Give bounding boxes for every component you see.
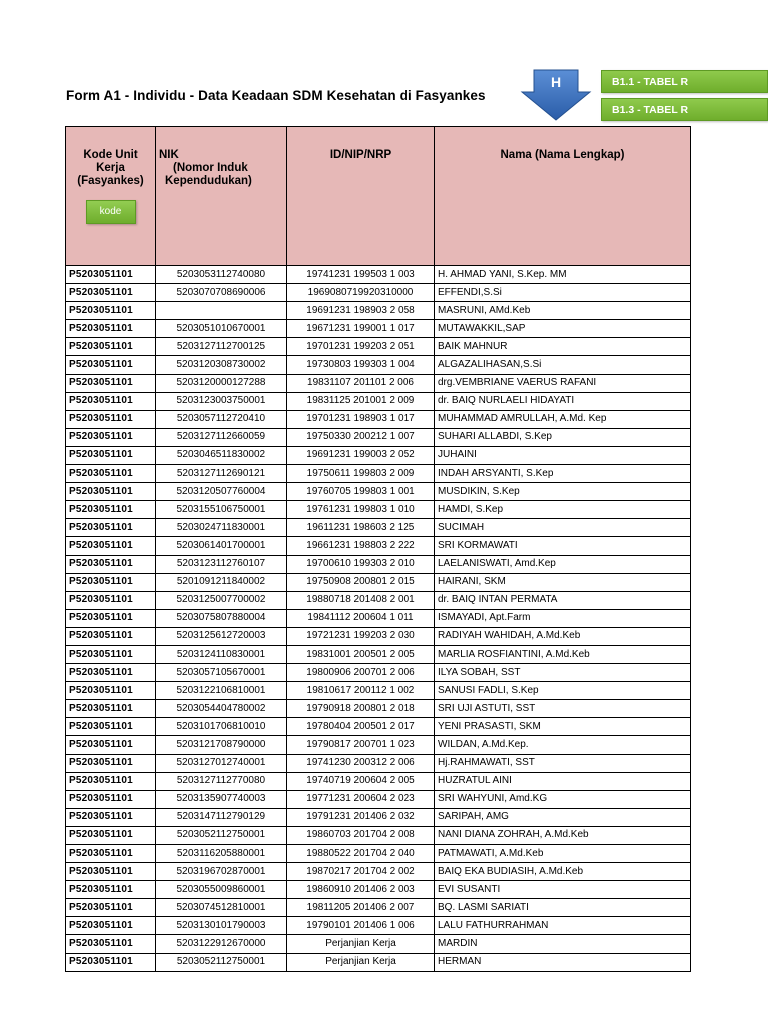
cell-nik[interactable]: 5203122106810001 <box>156 682 287 700</box>
cell-id-nip-nrp[interactable]: Perjanjian Kerja <box>287 935 435 953</box>
cell-nama[interactable]: ALGAZALIHASAN,S.Si <box>435 356 691 374</box>
cell-nik[interactable] <box>156 302 287 320</box>
cell-kode-unit[interactable]: P5203051101 <box>66 664 156 682</box>
table-row <box>66 609 691 627</box>
table-row <box>66 428 691 446</box>
table-row <box>66 519 691 537</box>
table-row <box>66 465 691 483</box>
table-row <box>66 320 691 338</box>
cell-nama[interactable]: LALU FATHURRAHMAN <box>435 917 691 935</box>
cell-nik[interactable]: 5203024711830001 <box>156 519 287 537</box>
cell-id-nip-nrp[interactable]: 19800906 200701 2 006 <box>287 664 435 682</box>
header-nama-lengkap: Nama (Nama Lengkap) <box>435 127 691 266</box>
cell-kode-unit[interactable]: P5203051101 <box>66 446 156 464</box>
table-row <box>66 356 691 374</box>
cell-nik[interactable]: 5201091211840002 <box>156 573 287 591</box>
cell-nik[interactable]: 5203135907740003 <box>156 790 287 808</box>
cell-id-nip-nrp[interactable]: 19780404 200501 2 017 <box>287 718 435 736</box>
cell-nama[interactable]: drg.VEMBRIANE VAERUS RAFANI <box>435 374 691 392</box>
cell-kode-unit[interactable]: P5203051101 <box>66 284 156 302</box>
cell-nik[interactable]: 5203052112750001 <box>156 953 287 971</box>
cell-id-nip-nrp[interactable]: 19811205 201406 2 007 <box>287 899 435 917</box>
sdm-data-table <box>65 126 691 972</box>
cell-id-nip-nrp[interactable]: 19750611 199803 2 009 <box>287 465 435 483</box>
cell-kode-unit[interactable]: P5203051101 <box>66 501 156 519</box>
cell-kode-unit[interactable]: P5203051101 <box>66 266 156 284</box>
cell-nik[interactable]: 5203074512810001 <box>156 899 287 917</box>
cell-id-nip-nrp[interactable]: 19790918 200801 2 018 <box>287 700 435 718</box>
cell-id-nip-nrp[interactable]: 19870217 201704 2 002 <box>287 863 435 881</box>
table-row <box>66 808 691 826</box>
cell-nik[interactable]: 5203120308730002 <box>156 356 287 374</box>
cell-nama[interactable]: HERMAN <box>435 953 691 971</box>
table-row <box>66 953 691 971</box>
table-row <box>66 645 691 663</box>
cell-nama[interactable]: MARDIN <box>435 935 691 953</box>
cell-nama[interactable]: SARIPAH, AMG <box>435 808 691 826</box>
table-row <box>66 284 691 302</box>
cell-id-nip-nrp[interactable]: 19831125 201001 2 009 <box>287 392 435 410</box>
cell-kode-unit[interactable]: P5203051101 <box>66 374 156 392</box>
header-nik <box>156 127 287 266</box>
table-row <box>66 392 691 410</box>
cell-id-nip-nrp[interactable]: 19831001 200501 2 005 <box>287 645 435 663</box>
table-row <box>66 555 691 573</box>
cell-kode-unit[interactable]: P5203051101 <box>66 356 156 374</box>
cell-kode-unit[interactable]: P5203051101 <box>66 754 156 772</box>
header-nik-line3: Kependudukan) <box>165 175 252 187</box>
h-arrow-label: H <box>550 74 562 90</box>
table-row <box>66 573 691 591</box>
cell-nik[interactable]: 5203127112770080 <box>156 772 287 790</box>
cell-kode-unit[interactable]: P5203051101 <box>66 826 156 844</box>
cell-kode-unit[interactable]: P5203051101 <box>66 573 156 591</box>
cell-nik[interactable]: 5203046511830002 <box>156 446 287 464</box>
cell-id-nip-nrp[interactable]: 19741231 199503 1 003 <box>287 266 435 284</box>
form-title: Form A1 - Individu - Data Keadaan SDM Kesehatan di Fasyankes <box>66 88 486 103</box>
cell-kode-unit[interactable]: P5203051101 <box>66 881 156 899</box>
cell-id-nip-nrp[interactable]: 19740719 200604 2 005 <box>287 772 435 790</box>
cell-kode-unit[interactable]: P5203051101 <box>66 627 156 645</box>
table-row <box>66 338 691 356</box>
cell-id-nip-nrp[interactable]: Perjanjian Kerja <box>287 953 435 971</box>
table-row <box>66 591 691 609</box>
cell-nama[interactable]: YENI PRASASTI, SKM <box>435 718 691 736</box>
cell-kode-unit[interactable]: P5203051101 <box>66 790 156 808</box>
cell-nik[interactable]: 5203101706810010 <box>156 718 287 736</box>
cell-nik[interactable]: 5203070708690006 <box>156 284 287 302</box>
table-row <box>66 718 691 736</box>
table-row <box>66 881 691 899</box>
cell-nik[interactable]: 5203057105670001 <box>156 664 287 682</box>
cell-nama[interactable]: EVI SUSANTI <box>435 881 691 899</box>
cell-kode-unit[interactable]: P5203051101 <box>66 392 156 410</box>
cell-nama[interactable]: JUHAINI <box>435 446 691 464</box>
cell-kode-unit[interactable]: P5203051101 <box>66 338 156 356</box>
header-id-nip-nrp: ID/NIP/NRP <box>287 127 435 266</box>
table-row <box>66 266 691 284</box>
cell-nama[interactable]: NANI DIANA ZOHRAH, A.Md.Keb <box>435 826 691 844</box>
cell-kode-unit[interactable]: P5203051101 <box>66 917 156 935</box>
cell-nik[interactable]: 5203055009860001 <box>156 881 287 899</box>
cell-id-nip-nrp[interactable]: 19691231 198903 2 058 <box>287 302 435 320</box>
cell-id-nip-nrp[interactable]: 19661231 198803 2 222 <box>287 537 435 555</box>
header-kode-line3: (Fasyankes) <box>77 175 144 187</box>
cell-kode-unit[interactable]: P5203051101 <box>66 808 156 826</box>
cell-id-nip-nrp[interactable]: 19831107 201101 2 006 <box>287 374 435 392</box>
cell-kode-unit[interactable]: P5203051101 <box>66 718 156 736</box>
cell-id-nip-nrp[interactable]: 19771231 200604 2 023 <box>287 790 435 808</box>
cell-nama[interactable]: MARLIA ROSFIANTINI, A.Md.Keb <box>435 645 691 663</box>
table-row <box>66 627 691 645</box>
cell-nik[interactable]: 5203122912670000 <box>156 935 287 953</box>
cell-kode-unit[interactable]: P5203051101 <box>66 302 156 320</box>
table-row <box>66 754 691 772</box>
cell-nama[interactable]: MASRUNI, AMd.Keb <box>435 302 691 320</box>
cell-id-nip-nrp[interactable]: 19880522 201704 2 040 <box>287 845 435 863</box>
cell-id-nip-nrp[interactable]: 19860910 201406 2 003 <box>287 881 435 899</box>
cell-nama[interactable]: BAIQ EKA BUDIASIH, A.Md.Keb <box>435 863 691 881</box>
cell-nik[interactable]: 5203196702870001 <box>156 863 287 881</box>
cell-nama[interactable]: dr. BAIQ NURLAELI HIDAYATI <box>435 392 691 410</box>
cell-kode-unit[interactable]: P5203051101 <box>66 736 156 754</box>
cell-nik[interactable]: 5203127012740001 <box>156 754 287 772</box>
cell-id-nip-nrp[interactable]: 19880718 201408 2 001 <box>287 591 435 609</box>
cell-nama[interactable]: ISMAYADI, Apt.Farm <box>435 609 691 627</box>
b1-3-tabel-r-button[interactable]: B1.3 - TABEL R <box>601 98 768 121</box>
table-row <box>66 664 691 682</box>
table-row <box>66 772 691 790</box>
cell-nik[interactable]: 5203054404780002 <box>156 700 287 718</box>
cell-kode-unit[interactable]: P5203051101 <box>66 899 156 917</box>
cell-id-nip-nrp[interactable]: 19791231 201406 2 032 <box>287 808 435 826</box>
cell-nama[interactable]: EFFENDI,S.Si <box>435 284 691 302</box>
table-row <box>66 682 691 700</box>
cell-kode-unit[interactable]: P5203051101 <box>66 772 156 790</box>
cell-id-nip-nrp[interactable]: 19730803 199303 1 004 <box>287 356 435 374</box>
cell-nik[interactable]: 5203127112660059 <box>156 428 287 446</box>
cell-id-nip-nrp[interactable]: 19701231 198903 1 017 <box>287 410 435 428</box>
table-row <box>66 483 691 501</box>
cell-id-nip-nrp[interactable]: 19790101 201406 1 006 <box>287 917 435 935</box>
cell-kode-unit[interactable]: P5203051101 <box>66 645 156 663</box>
table-row <box>66 374 691 392</box>
header-nik-line1: NIK <box>159 149 179 161</box>
cell-nik[interactable]: 5203057112720410 <box>156 410 287 428</box>
header-kode-line1: Kode Unit <box>83 149 138 161</box>
cell-nama[interactable]: INDAH ARSYANTI, S.Kep <box>435 465 691 483</box>
cell-nama[interactable]: SRI UJI ASTUTI, SST <box>435 700 691 718</box>
table-row <box>66 790 691 808</box>
cell-nama[interactable]: PATMAWATI, A.Md.Keb <box>435 845 691 863</box>
table-body <box>66 266 691 972</box>
table-row <box>66 537 691 555</box>
cell-id-nip-nrp[interactable]: 19750330 200212 1 007 <box>287 428 435 446</box>
cell-nama[interactable]: BQ. LASMI SARIATI <box>435 899 691 917</box>
cell-id-nip-nrp[interactable]: 19691231 199003 2 052 <box>287 446 435 464</box>
table-row <box>66 302 691 320</box>
cell-nik[interactable]: 5203120000127288 <box>156 374 287 392</box>
cell-kode-unit[interactable]: P5203051101 <box>66 700 156 718</box>
cell-kode-unit[interactable]: P5203051101 <box>66 537 156 555</box>
table-row <box>66 501 691 519</box>
cell-kode-unit[interactable]: P5203051101 <box>66 609 156 627</box>
cell-kode-unit[interactable]: P5203051101 <box>66 519 156 537</box>
cell-nama[interactable]: BAIK MAHNUR <box>435 338 691 356</box>
cell-nik[interactable]: 5203130101790003 <box>156 917 287 935</box>
table-row <box>66 446 691 464</box>
cell-nama[interactable]: SUHARI ALLABDI, S.Kep <box>435 428 691 446</box>
cell-nik[interactable]: 5203053112740080 <box>156 266 287 284</box>
cell-id-nip-nrp[interactable]: 19721231 199203 2 030 <box>287 627 435 645</box>
cell-nik[interactable]: 5203052112750001 <box>156 826 287 844</box>
cell-nama[interactable]: SRI KORMAWATI <box>435 537 691 555</box>
cell-kode-unit[interactable]: P5203051101 <box>66 682 156 700</box>
cell-kode-unit[interactable]: P5203051101 <box>66 591 156 609</box>
cell-nik[interactable]: 5203116205880001 <box>156 845 287 863</box>
cell-nik[interactable]: 5203051010670001 <box>156 320 287 338</box>
cell-id-nip-nrp[interactable]: 19761231 199803 1 010 <box>287 501 435 519</box>
header-kode-unit-kerja <box>66 127 156 266</box>
cell-kode-unit[interactable]: P5203051101 <box>66 410 156 428</box>
cell-kode-unit[interactable]: P5203051101 <box>66 428 156 446</box>
table-row <box>66 863 691 881</box>
cell-nama[interactable]: SANUSI FADLI, S.Kep <box>435 682 691 700</box>
cell-nik[interactable]: 5203123003750001 <box>156 392 287 410</box>
table-row <box>66 845 691 863</box>
table-row <box>66 917 691 935</box>
cell-nik[interactable]: 5203121708790000 <box>156 736 287 754</box>
cell-kode-unit[interactable]: P5203051101 <box>66 555 156 573</box>
cell-nama[interactable]: SRI WAHYUNI, Amd.KG <box>435 790 691 808</box>
cell-nama[interactable]: ILYA SOBAH, SST <box>435 664 691 682</box>
cell-kode-unit[interactable]: P5203051101 <box>66 845 156 863</box>
cell-nama[interactable]: MUSDIKIN, S.Kep <box>435 483 691 501</box>
cell-id-nip-nrp[interactable]: 19611231 198603 2 125 <box>287 519 435 537</box>
cell-nik[interactable]: 5203155106750001 <box>156 501 287 519</box>
h-navigation-arrow[interactable] <box>520 68 592 122</box>
table-row <box>66 899 691 917</box>
cell-nama[interactable]: LAELANISWATI, Amd.Kep <box>435 555 691 573</box>
cell-nama[interactable]: RADIYAH WAHIDAH, A.Md.Keb <box>435 627 691 645</box>
cell-id-nip-nrp[interactable]: 19760705 199803 1 001 <box>287 483 435 501</box>
cell-nik[interactable]: 5203127112700125 <box>156 338 287 356</box>
cell-kode-unit[interactable]: P5203051101 <box>66 465 156 483</box>
table-header-row <box>66 127 691 266</box>
cell-kode-unit[interactable]: P5203051101 <box>66 483 156 501</box>
cell-nama[interactable]: HAMDI, S.Kep <box>435 501 691 519</box>
cell-nama[interactable]: WILDAN, A.Md.Kep. <box>435 736 691 754</box>
cell-kode-unit[interactable]: P5203051101 <box>66 935 156 953</box>
cell-id-nip-nrp[interactable]: 19671231 199001 1 017 <box>287 320 435 338</box>
cell-nik[interactable]: 5203125007700002 <box>156 591 287 609</box>
cell-kode-unit[interactable]: P5203051101 <box>66 320 156 338</box>
table-row <box>66 410 691 428</box>
header-nik-line2: (Nomor Induk <box>173 162 248 174</box>
cell-nama[interactable]: HUZRATUL AINI <box>435 772 691 790</box>
cell-id-nip-nrp[interactable]: 19700610 199303 2 010 <box>287 555 435 573</box>
cell-nama[interactable]: H. AHMAD YANI, S.Kep. MM <box>435 266 691 284</box>
cell-nama[interactable]: Hj.RAHMAWATI, SST <box>435 754 691 772</box>
cell-id-nip-nrp[interactable]: 19741230 200312 2 006 <box>287 754 435 772</box>
cell-nik[interactable]: 5203124110830001 <box>156 645 287 663</box>
cell-id-nip-nrp[interactable]: 19701231 199203 2 051 <box>287 338 435 356</box>
cell-nik[interactable]: 5203147112790129 <box>156 808 287 826</box>
cell-nik[interactable]: 5203061401700001 <box>156 537 287 555</box>
cell-id-nip-nrp[interactable]: 19790817 200701 1 023 <box>287 736 435 754</box>
cell-kode-unit[interactable]: P5203051101 <box>66 953 156 971</box>
cell-nama[interactable]: SUCIMAH <box>435 519 691 537</box>
cell-id-nip-nrp[interactable]: 19750908 200801 2 015 <box>287 573 435 591</box>
cell-nik[interactable]: 5203125612720003 <box>156 627 287 645</box>
cell-id-nip-nrp[interactable]: 19810617 200112 1 002 <box>287 682 435 700</box>
cell-nama[interactable]: MUHAMMAD AMRULLAH, A.Md. Kep <box>435 410 691 428</box>
cell-nik[interactable]: 5203123112760107 <box>156 555 287 573</box>
cell-nama[interactable]: HAIRANI, SKM <box>435 573 691 591</box>
table-row <box>66 700 691 718</box>
table-row <box>66 826 691 844</box>
cell-id-nip-nrp[interactable]: 19860703 201704 2 008 <box>287 826 435 844</box>
kode-button[interactable]: kode <box>86 200 136 224</box>
header-kode-line2: Kerja <box>96 162 125 174</box>
cell-nama[interactable]: MUTAWAKKIL,SAP <box>435 320 691 338</box>
table-row <box>66 935 691 953</box>
cell-id-nip-nrp[interactable]: 19841112 200604 1 011 <box>287 609 435 627</box>
b1-1-tabel-r-button[interactable]: B1.1 - TABEL R <box>601 70 768 93</box>
table-row <box>66 736 691 754</box>
cell-nik[interactable]: 5203120507760004 <box>156 483 287 501</box>
cell-id-nip-nrp[interactable]: 196908071992031000​0 <box>287 284 435 302</box>
cell-nik[interactable]: 5203075807880004 <box>156 609 287 627</box>
cell-nama[interactable]: dr. BAIQ INTAN PERMATA <box>435 591 691 609</box>
cell-nik[interactable]: 5203127112690121 <box>156 465 287 483</box>
cell-kode-unit[interactable]: P5203051101 <box>66 863 156 881</box>
